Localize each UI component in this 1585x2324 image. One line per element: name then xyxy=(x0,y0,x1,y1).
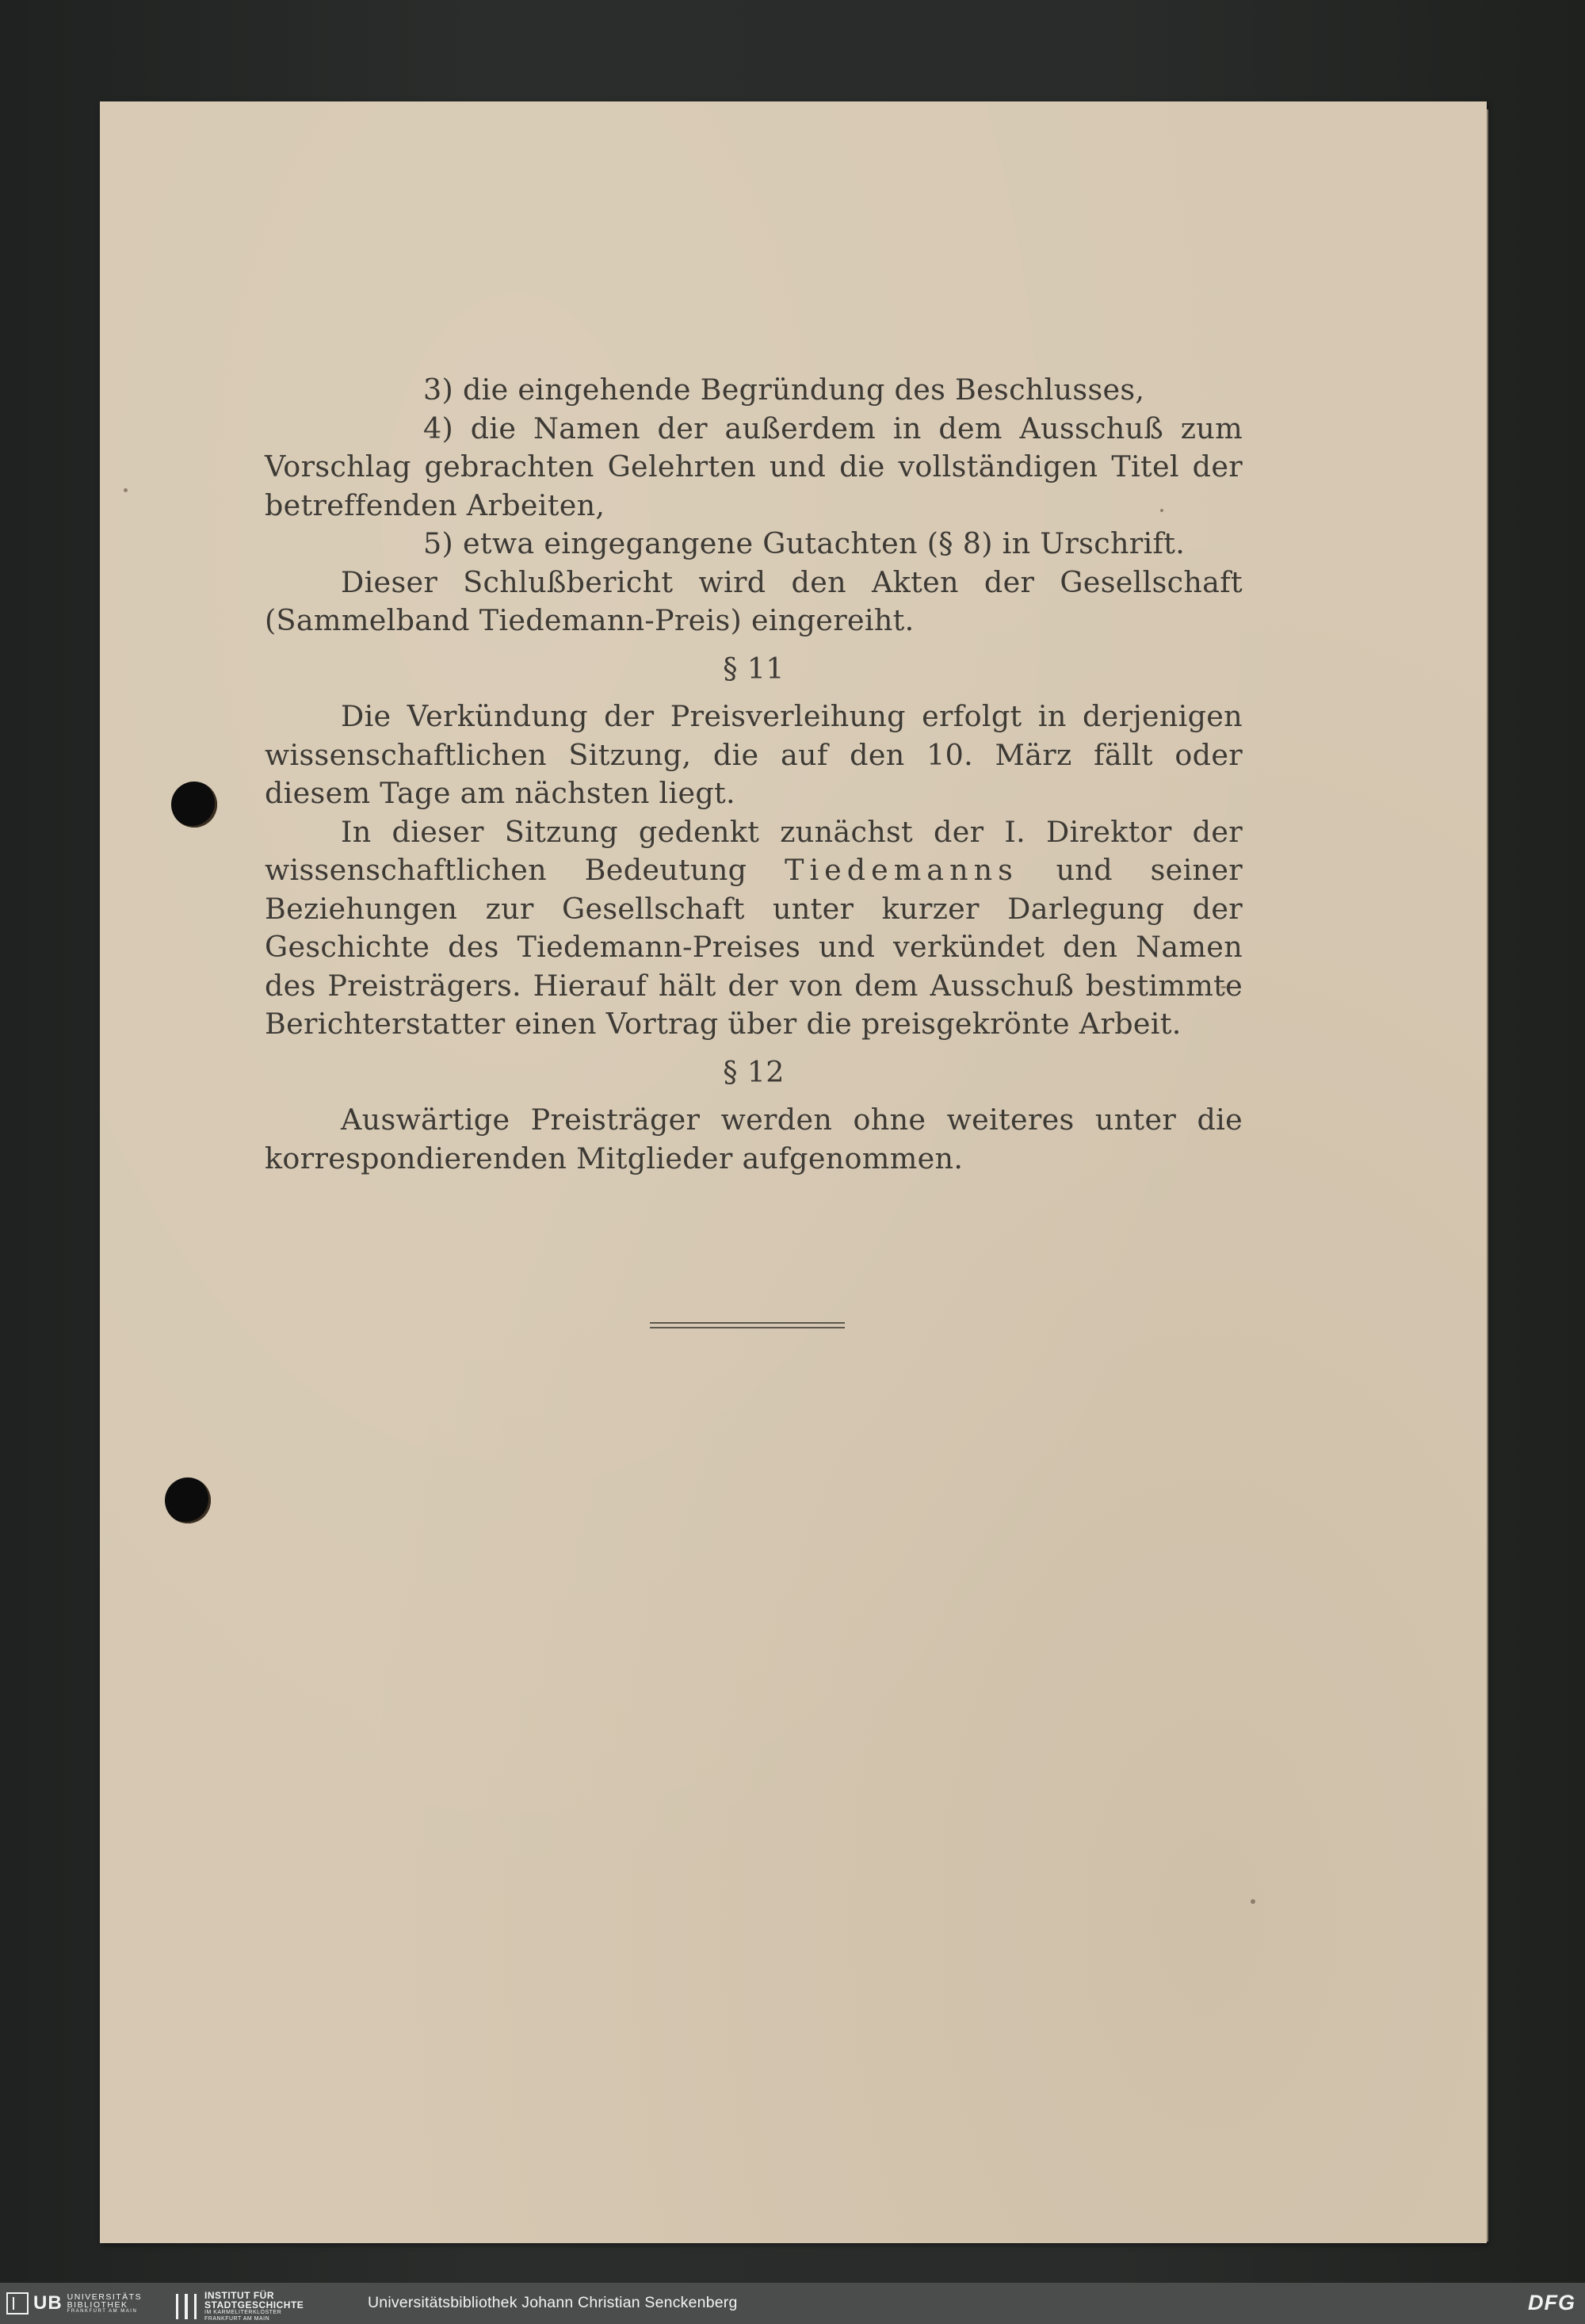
library-name: Universitätsbibliothek Johann Christian Senckenberg xyxy=(368,2294,738,2311)
paragraph-sitzung-start: In dieser Sitzung gedenkt zunächst der I. Direktor der wissenschaftlichen Bedeutung xyxy=(265,814,1243,887)
list-item-3: 3) die eingehende Begründung des Beschlusses, xyxy=(423,373,1145,407)
ifs-logo-text xyxy=(204,2291,304,2322)
paragraph-schlussbericht: Dieser Schlußbericht wird den Akten der Gesellschaft (Sammelband Tiedemann-Preis) eingereiht. xyxy=(265,564,1243,637)
ifs-logo-icon xyxy=(176,2294,197,2319)
list-item-4: 4) die Namen der außerdem in dem Ausschuß zum Vorschlag gebrachten Gelehrten und die vollständigen Titel der betreffenden Arbeiten, xyxy=(265,411,1243,522)
ub-line-1: UNIVERSITÄTS xyxy=(67,2292,143,2302)
ifs-line-1: INSTITUT FÜR xyxy=(204,2290,274,2301)
section-heading-11: § 11 xyxy=(723,651,785,686)
paper-speck xyxy=(124,488,128,492)
punch-hole-lower xyxy=(165,1477,211,1523)
ifs-line-2: STADTGESCHICHTE xyxy=(204,2299,304,2311)
ifs-logo[interactable] xyxy=(176,2291,304,2322)
ub-line-2: BIBLIOTHEK xyxy=(67,2299,128,2310)
list-item-5: 5) etwa eingegangene Gutachten (§ 8) in Urschrift. xyxy=(423,526,1186,560)
name-tiedemanns: Tiedemanns xyxy=(785,853,1018,887)
ub-abbreviation: UB xyxy=(33,2292,63,2314)
paragraph-sitzung xyxy=(265,813,1243,1044)
closing-rule-top xyxy=(650,1322,845,1324)
paragraph-verkuendung: Die Verkündung der Preisverleihung erfolgt in derjenigen wissenschaftlichen Sitzung, die auf den 10. März fällt oder diesem Tage am nächsten liegt. xyxy=(265,699,1243,810)
ifs-line-3: IM KARMELITERKLOSTER xyxy=(204,2310,282,2315)
ub-logo[interactable] xyxy=(6,2291,142,2316)
paper-speck xyxy=(1251,1899,1255,1904)
document-body xyxy=(265,371,1243,1178)
closing-rule-bottom xyxy=(650,1327,845,1328)
punch-hole-upper xyxy=(171,782,217,828)
ub-line-3: FRANKFURT AM MAIN xyxy=(67,2308,138,2314)
paragraph-sitzung-end: und seiner Beziehungen zur Gesellschaft unter kurzer Darlegung der Geschichte des Tiedemann-Preises und verkündet den Namen des Preisträgers. Hierauf hält der von dem Ausschuß bestimmte Berichterstatter einen Vortrag über die preisgekrönte Arbeit. xyxy=(265,853,1243,1041)
ifs-line-4: FRANKFURT AM MAIN xyxy=(204,2315,270,2322)
paragraph-preistraeger: Auswärtige Preisträger werden ohne weiteres unter die korrespondierenden Mitglieder aufgenommen. xyxy=(265,1103,1243,1175)
ub-logo-icon xyxy=(6,2292,29,2314)
section-heading-12: § 12 xyxy=(723,1054,785,1089)
viewer-footer xyxy=(0,2283,1585,2324)
dfg-logo[interactable]: DFG xyxy=(1528,2291,1575,2314)
ub-logo-text xyxy=(67,2293,142,2314)
